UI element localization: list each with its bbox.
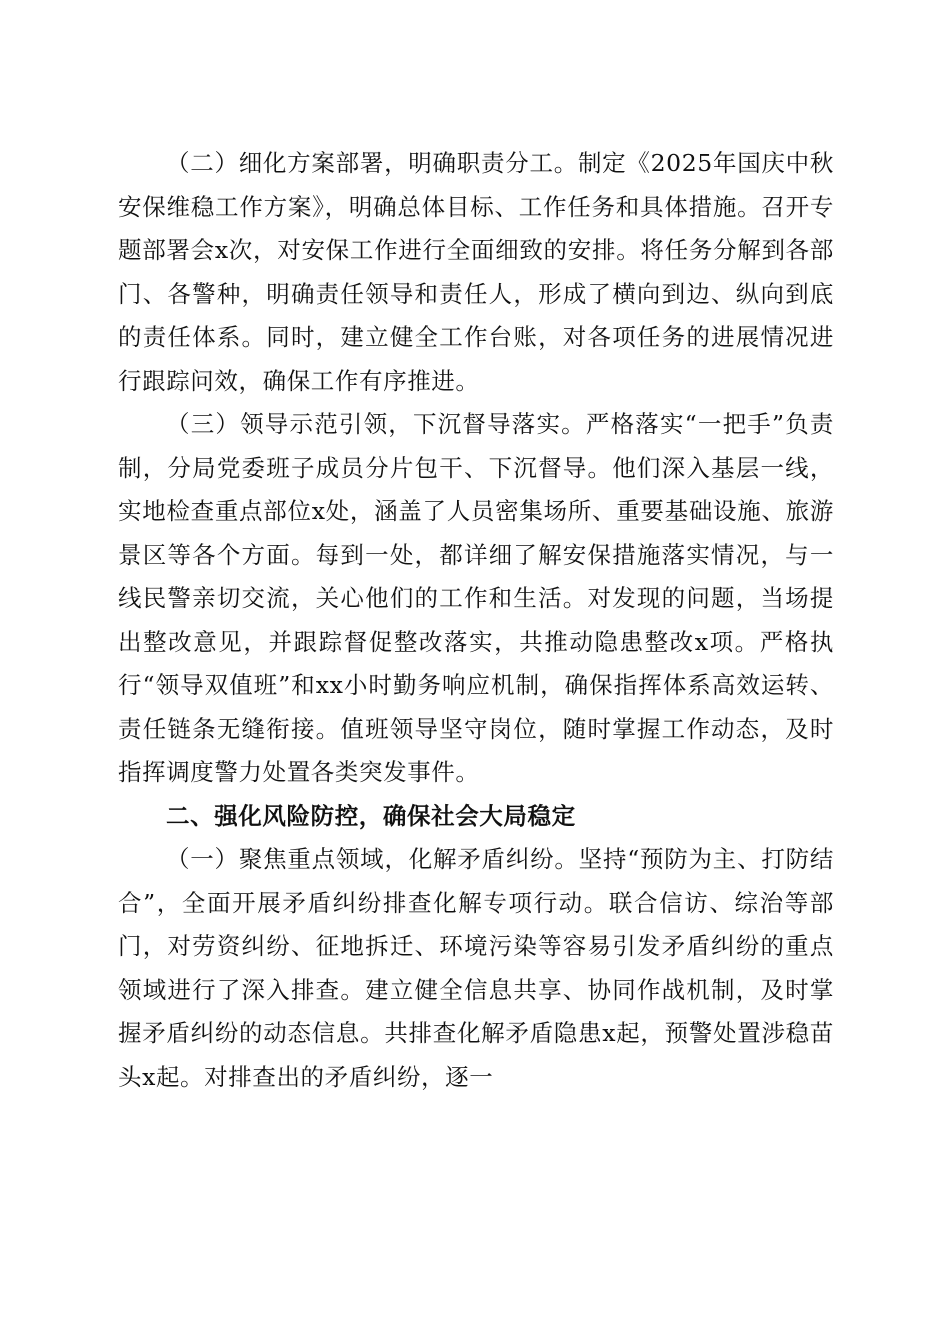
paragraph-3-1 <box>118 838 834 1099</box>
paragraph-2-2 <box>118 142 834 403</box>
paragraph-2-3 <box>118 403 834 795</box>
paragraph-text: 严格落实“一把手”负责制，分局党委班子成员分片包干、下沉督导。他们深入基层一线，实地检查重点部位x处，涵盖了人员密集场所、重要基础设施、旅游景区等各个方面。每到一处，都详细了解安保措施落实情况，与一线民警亲切交流，关心他们的工作和生活。对发现的问题，当场提出整改意见，并跟踪督促整改落实，共推动隐患整改x项。严格执行“领导双值班”和xx小时勤务响应机制，确保指挥体系高效运转、责任链条无缝衔接。值班领导坚守岗位，随时掌握工作动态，及时指挥调度警力处置各类突发事件。 <box>118 410 834 786</box>
paragraph-lead: （一）聚焦重点领域，化解矛盾纠纷。 <box>166 845 579 873</box>
paragraph-text: 坚持“预防为主、打防结合”，全面开展矛盾纠纷排查化解专项行动。联合信访、综治等部门，对劳资纠纷、征地拆迁、环境污染等容易引发矛盾纠纷的重点领域进行了深入排查。建立健全信息共享、协同作战机制，及时掌握矛盾纠纷的动态信息。共排查化解矛盾隐患x起，预警处置涉稳苗头x起。对排查出的矛盾纠纷，逐一 <box>118 845 835 1091</box>
paragraph-lead: （二）细化方案部署，明确职责分工。 <box>166 149 578 177</box>
section-heading: 二、强化风险防控，确保社会大局稳定 <box>166 801 576 830</box>
document-body <box>118 142 834 1099</box>
paragraph-text: 制定《2025年国庆中秋安保维稳工作方案》，明确总体目标、工作任务和具体措施。召开专题部署会x次，对安保工作进行全面细致的安排。将任务分解到各部门、各警种，明确责任领导和责任人，形成了横向到边、纵向到底的责任体系。同时，建立健全工作台账，对各项任务的进展情况进行跟踪问效，确保工作有序推进。 <box>118 149 834 395</box>
paragraph-lead: （三）领导示范引领，下沉督导落实。 <box>166 410 586 438</box>
